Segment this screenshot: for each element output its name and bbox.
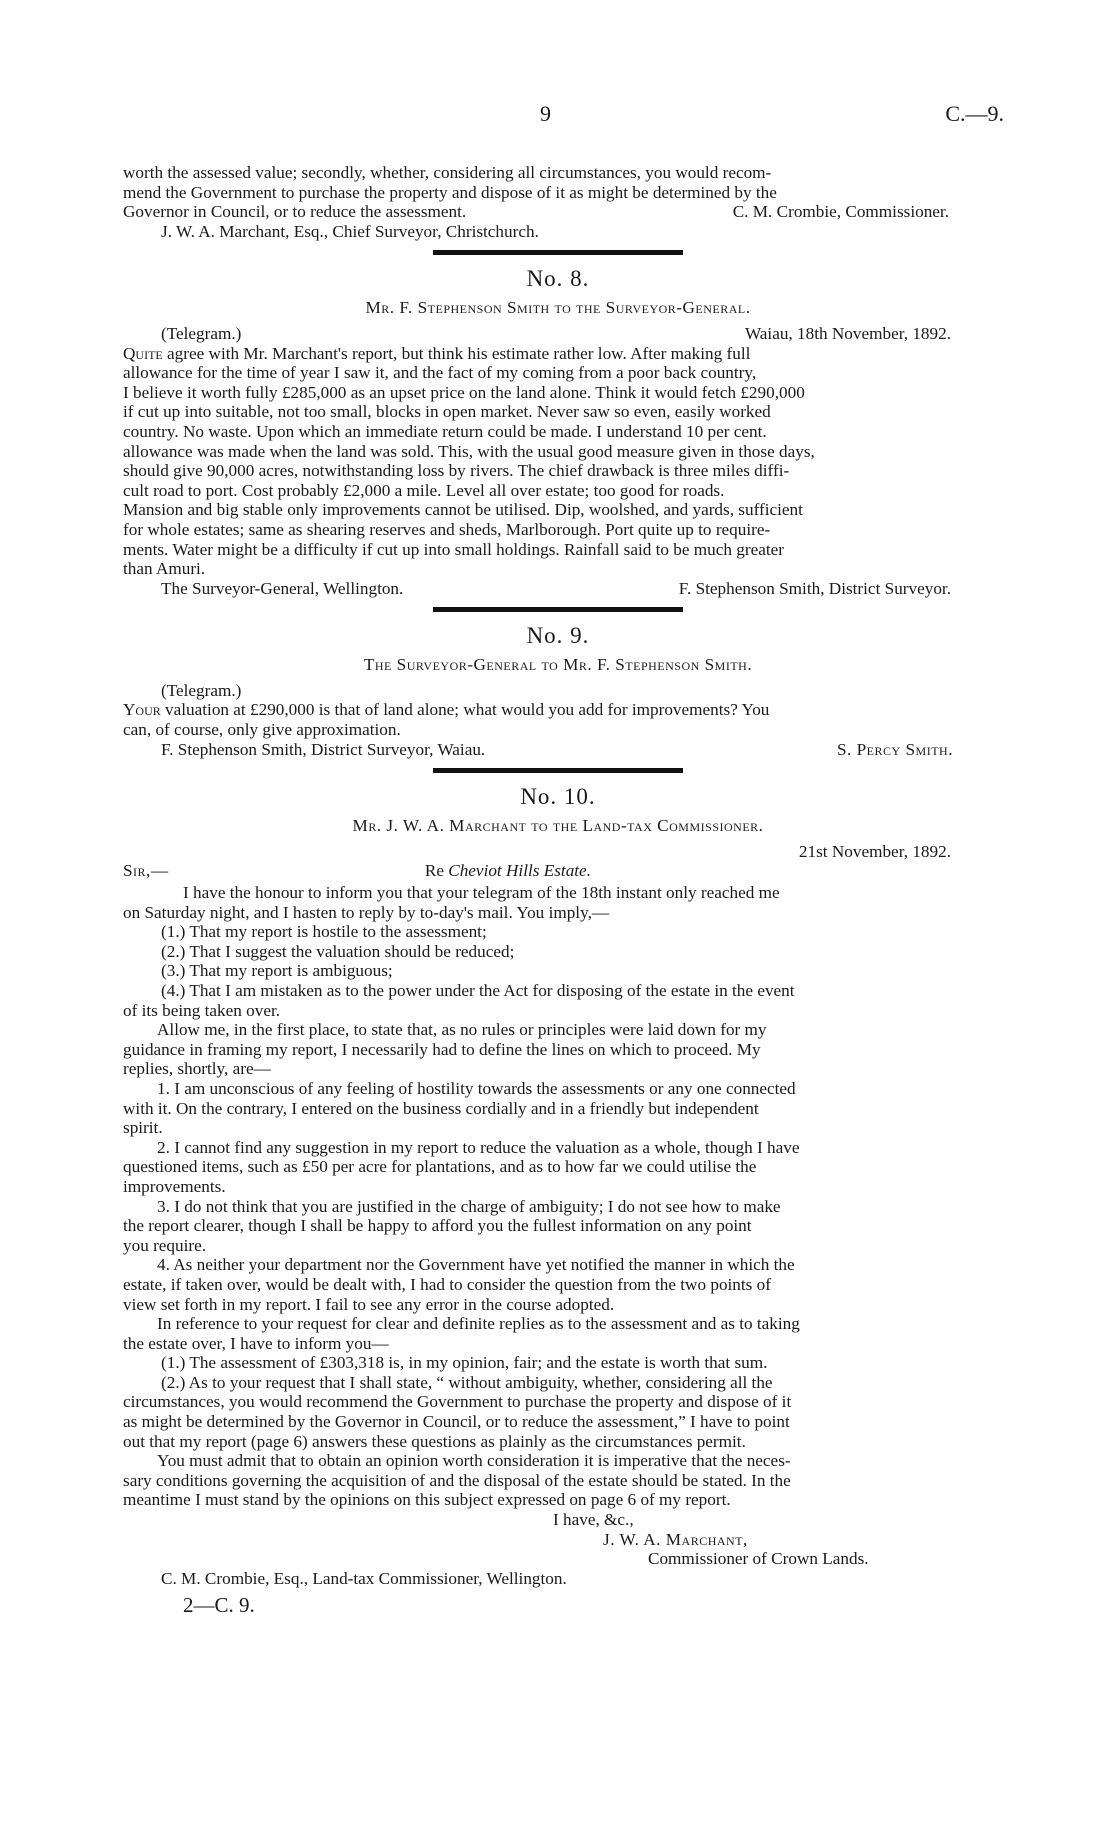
text-line: the report clearer, though I shall be happy to afford you the fullest information on any point bbox=[123, 1216, 752, 1236]
text-line: 4. As neither your department nor the Government have yet notified the manner in which the bbox=[157, 1255, 795, 1275]
text-line: Mansion and big stable only improvements cannot be utilised. Dip, woolshed, and yards, sufficient bbox=[123, 500, 803, 520]
text-line: Your valuation at £290,000 is that of land alone; what would you add for improvements? You bbox=[123, 700, 770, 720]
signer-name: J. W. A. Marchant, bbox=[603, 1529, 748, 1549]
section-subtitle: The Surveyor-General to Mr. F. Stephenson Smith. bbox=[363, 655, 753, 675]
section-no8 bbox=[123, 265, 993, 598]
telegram-label: (Telegram.) bbox=[161, 680, 242, 700]
text-line: improvements. bbox=[123, 1176, 226, 1196]
list-item: (3.) That my report is ambiguous; bbox=[161, 961, 393, 981]
text-line: with it. On the contrary, I entered on the business cordially and in a friendly but independent bbox=[123, 1098, 759, 1118]
section-divider bbox=[433, 607, 683, 612]
text-line: view set forth in my report. I fail to see any error in the course adopted. bbox=[123, 1294, 615, 1314]
text-line: Quite agree with Mr. Marchant's report, but think his estimate rather low. After making full bbox=[123, 343, 751, 363]
text-line: I believe it worth fully £285,000 as an upset price on the land alone. Think it would fetch £290,000 bbox=[123, 382, 805, 402]
list-item: (1.) That my report is hostile to the assessment; bbox=[161, 922, 487, 942]
text-line: can, of course, only give approximation. bbox=[123, 720, 401, 740]
text-line: 3. I do not think that you are justified in the charge of ambiguity; I do not see how to make bbox=[157, 1196, 781, 1216]
text-line: country. No waste. Upon which an immediate return could be made. I understand 10 per cent. bbox=[123, 421, 767, 441]
text-line: 1. I am unconscious of any feeling of hostility towards the assessments or any one connected bbox=[157, 1078, 796, 1098]
text-line: should give 90,000 acres, notwithstanding loss by rivers. The chief drawback is three miles diffi- bbox=[123, 461, 790, 481]
section-number: No. 8. bbox=[526, 266, 590, 292]
text-line: Allow me, in the first place, to state that, as no rules or principles were laid down for my bbox=[157, 1020, 767, 1040]
text-line: worth the assessed value; secondly, whether, considering all circumstances, you would recom- bbox=[123, 163, 772, 182]
text-line: estate, if taken over, would be dealt with, I had to consider the question from the two points of bbox=[123, 1274, 771, 1294]
addressee: C. M. Crombie, Esq., Land-tax Commissioner, Wellington. bbox=[161, 1568, 567, 1588]
text-line: meantime I must stand by the opinions on this subject expressed on page 6 of my report. bbox=[123, 1490, 731, 1510]
telegram-header bbox=[123, 324, 993, 344]
signature: F. Stephenson Smith, District Surveyor. bbox=[678, 578, 951, 598]
list-item: (2.) As to your request that I shall state, “ without ambiguity, whether, considering all the bbox=[161, 1372, 773, 1392]
section-no10 bbox=[123, 783, 993, 1618]
text-line: on Saturday night, and I hasten to reply by to-day's mail. You imply,— bbox=[123, 902, 610, 922]
list-item: (4.) That I am mistaken as to the power under the Act for disposing of the estate in the event bbox=[161, 981, 795, 1000]
text-line: questioned items, such as £50 per acre for plantations, and as to how far we could utilise the bbox=[123, 1157, 757, 1177]
page-header bbox=[0, 101, 1114, 134]
section-subtitle: Mr. J. W. A. Marchant to the Land-tax Commissioner. bbox=[352, 816, 764, 836]
intro-section bbox=[123, 163, 993, 241]
salutation-line bbox=[123, 861, 993, 881]
signature-line bbox=[123, 740, 993, 760]
signer-title: Commissioner of Crown Lands. bbox=[648, 1549, 869, 1569]
text-line: 2. I cannot find any suggestion in my report to reduce the valuation as a whole, though I have bbox=[157, 1137, 800, 1157]
text-line: out that my report (page 6) answers these questions as plainly as the circumstances permit. bbox=[123, 1431, 746, 1451]
text-line: circumstances, you would recommend the Government to purchase the property and dispose of it bbox=[123, 1392, 792, 1412]
text-line: of its being taken over. bbox=[123, 1000, 281, 1020]
text-line: the estate over, I have to inform you— bbox=[123, 1333, 389, 1353]
letter-date: 21st November, 1892. bbox=[798, 841, 951, 861]
text-line: cult road to port. Cost probably £2,000 a mile. Level all over estate; too good for roads. bbox=[123, 480, 725, 500]
text-line: Governor in Council, or to reduce the assessment. bbox=[123, 202, 467, 222]
signature: C. M. Crombie, Commissioner. bbox=[732, 202, 949, 222]
signature: S. Percy Smith. bbox=[836, 739, 953, 759]
text-line: replies, shortly, are— bbox=[123, 1059, 271, 1079]
footer-code: 2—C. 9. bbox=[183, 1593, 255, 1618]
section-number: No. 9. bbox=[526, 623, 590, 649]
section-divider bbox=[433, 250, 683, 255]
telegram-label: (Telegram.) bbox=[161, 323, 242, 343]
list-item: (2.) That I suggest the valuation should be reduced; bbox=[161, 941, 515, 961]
addressee: The Surveyor-General, Wellington. bbox=[161, 578, 404, 598]
lead-word: Your bbox=[123, 700, 161, 720]
text-line: than Amuri. bbox=[123, 559, 206, 579]
section-no9 bbox=[123, 622, 993, 759]
text-line: You must admit that to obtain an opinion worth consideration it is imperative that the neces- bbox=[157, 1451, 791, 1471]
text-line: sary conditions governing the acquisition of and the disposal of the estate should be stated. In the bbox=[123, 1470, 791, 1490]
text-line: as might be determined by the Governor in Council, or to reduce the assessment,” I have to point bbox=[123, 1412, 790, 1432]
text-line: I have the honour to inform you that your telegram of the 18th instant only reached me bbox=[183, 883, 780, 903]
salutation: Sir,— bbox=[123, 861, 169, 881]
lead-word: Quite bbox=[123, 343, 163, 363]
list-item: (1.) The assessment of £303,318 is, in my opinion, fair; and the estate is worth that sum. bbox=[161, 1353, 768, 1373]
text-line-with-signature bbox=[123, 202, 993, 222]
page-number: 9 bbox=[540, 101, 551, 126]
addressee: F. Stephenson Smith, District Surveyor, Waiau. bbox=[161, 739, 486, 759]
document-code: C.—9. bbox=[945, 101, 1004, 126]
text-line: guidance in framing my report, I necessarily had to define the lines on which to proceed. My bbox=[123, 1039, 761, 1059]
text-line: In reference to your request for clear and definite replies as to the assessment and as to taking bbox=[157, 1314, 800, 1334]
text-line: if cut up into suitable, not too small, blocks in open market. Never saw so even, easily worked bbox=[123, 402, 771, 422]
section-subtitle: Mr. F. Stephenson Smith to the Surveyor-General. bbox=[365, 298, 751, 318]
re-subject: Re Cheviot Hills Estate. bbox=[424, 861, 591, 881]
text-line: mend the Government to purchase the property and dispose of it as might be determined by the bbox=[123, 182, 777, 202]
section-divider bbox=[433, 768, 683, 773]
text-line: you require. bbox=[123, 1235, 207, 1255]
section-number: No. 10. bbox=[520, 784, 596, 810]
text-line: spirit. bbox=[123, 1118, 163, 1138]
dateline: Waiau, 18th November, 1892. bbox=[744, 323, 951, 343]
addressee: J. W. A. Marchant, Esq., Chief Surveyor, Christchurch. bbox=[161, 221, 539, 241]
closing: I have, &c., bbox=[553, 1510, 634, 1530]
text-line: ments. Water might be a difficulty if cut up into small holdings. Rainfall said to be much greater bbox=[123, 539, 784, 559]
signature-line bbox=[123, 579, 993, 599]
text-line: allowance was made when the land was sold. This, with the usual good measure given in those days, bbox=[123, 441, 815, 461]
text-line: allowance for the time of year I saw it, and the fact of my coming from a poor back country, bbox=[123, 363, 757, 383]
document-body bbox=[123, 163, 993, 1618]
text-line: for whole estates; same as shearing reserves and sheds, Marlborough. Port quite up to require- bbox=[123, 519, 771, 539]
